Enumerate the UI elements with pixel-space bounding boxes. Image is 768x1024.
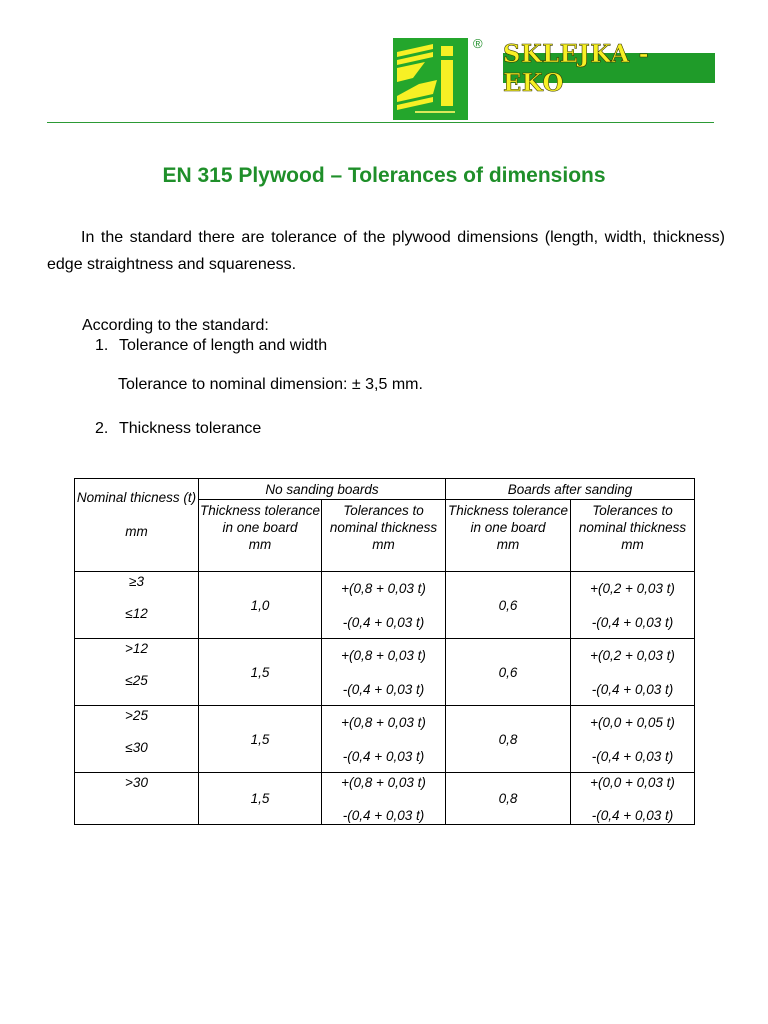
as-one-board-cell: 0,8 [446, 706, 571, 773]
table-row [75, 773, 695, 825]
range-lower: >25 [125, 708, 148, 723]
no-sanding-group-header: No sanding boards [199, 479, 446, 500]
table-row [75, 572, 695, 639]
header-unit: mm [496, 537, 520, 552]
nominal-thickness-unit: mm [125, 524, 148, 539]
brand-name-banner [503, 39, 715, 97]
minus-tolerance: -(0,4 + 0,03 t) [591, 614, 674, 630]
ns-tolerance-cell [322, 773, 446, 825]
table-header-row [75, 479, 695, 500]
as-tolerance-header [571, 500, 695, 572]
range-upper: ≤12 [125, 606, 148, 621]
list-item-number: 2. [95, 420, 109, 437]
as-one-board-cell: 0,8 [446, 773, 571, 825]
header-unit: mm [248, 537, 272, 552]
brand-name: SKLEJKA - EKO [503, 39, 650, 97]
as-tolerance-cell [571, 639, 695, 706]
header-text: Tolerances to nominal thickness [578, 503, 687, 535]
ns-thickness-header [199, 500, 322, 572]
plus-tolerance: +(0,2 + 0,03 t) [590, 580, 675, 596]
minus-tolerance: -(0,4 + 0,03 t) [342, 748, 425, 764]
minus-tolerance: -(0,4 + 0,03 t) [342, 614, 425, 630]
nominal-range-cell [75, 639, 199, 706]
ns-tolerance-cell [322, 572, 446, 639]
list-item-number: 1. [95, 337, 109, 354]
header-text: Thickness tolerance in one board [199, 503, 321, 535]
as-thickness-header [446, 500, 571, 572]
document-title: EN 315 Plywood – Tolerances of dimensions [162, 164, 606, 187]
as-one-board-cell: 0,6 [446, 639, 571, 706]
list-item [95, 420, 261, 438]
header-text: Tolerances to nominal thickness [329, 503, 438, 535]
lead-line: According to the standard: [82, 317, 269, 334]
ns-one-board-cell: 1,5 [199, 706, 322, 773]
ns-tolerance-cell [322, 706, 446, 773]
minus-tolerance: -(0,4 + 0,03 t) [342, 807, 425, 823]
table-row [75, 639, 695, 706]
logo-emblem [393, 38, 468, 120]
logo-graphic [393, 38, 468, 120]
plus-tolerance: +(0,8 + 0,03 t) [341, 580, 426, 596]
nominal-range-cell [75, 572, 199, 639]
minus-tolerance: -(0,4 + 0,03 t) [591, 748, 674, 764]
nominal-range-cell [75, 773, 199, 825]
ns-tolerance-cell [322, 639, 446, 706]
header-unit: mm [621, 537, 644, 552]
list-item [95, 337, 327, 355]
as-tolerance-cell [571, 572, 695, 639]
ns-one-board-cell: 1,5 [199, 639, 322, 706]
plus-tolerance: +(0,0 + 0,05 t) [590, 714, 675, 730]
plus-tolerance: +(0,2 + 0,03 t) [590, 647, 675, 663]
after-sanding-group-header: Boards after sanding [446, 479, 695, 500]
ns-one-board-cell: 1,5 [199, 773, 322, 825]
ns-tolerance-header [322, 500, 446, 572]
ns-one-board-cell: 1,0 [199, 572, 322, 639]
as-tolerance-cell [571, 706, 695, 773]
plus-tolerance: +(0,8 + 0,03 t) [341, 647, 426, 663]
nominal-thickness-label: Nominal thicness (t) [76, 490, 197, 505]
minus-tolerance: -(0,4 + 0,03 t) [591, 681, 674, 697]
thickness-tolerance-table [74, 478, 695, 825]
nominal-thickness-header [75, 479, 199, 572]
length-width-tolerance: Tolerance to nominal dimension: ± 3,5 mm. [118, 376, 423, 393]
header-unit: mm [372, 537, 395, 552]
minus-tolerance: -(0,4 + 0,03 t) [342, 681, 425, 697]
plus-tolerance: +(0,0 + 0,03 t) [590, 774, 675, 790]
range-upper: ≤25 [125, 673, 148, 688]
range-lower: ≥3 [129, 574, 144, 589]
registered-mark: ® [473, 36, 483, 51]
header-text: Thickness tolerance in one board [447, 503, 569, 535]
table-row [75, 706, 695, 773]
range-lower: >12 [125, 641, 148, 656]
as-tolerance-cell [571, 773, 695, 825]
plus-tolerance: +(0,8 + 0,03 t) [341, 714, 426, 730]
intro-paragraph [47, 224, 725, 278]
intro-text: In the standard there are tolerance of the plywood dimensions (length, width, thickness) edge straightness and squareness. [47, 229, 725, 273]
list-item-text: Thickness tolerance [119, 420, 262, 437]
header-divider [47, 122, 714, 123]
plus-tolerance: +(0,8 + 0,03 t) [341, 774, 426, 790]
range-upper: ≤30 [125, 740, 148, 755]
as-one-board-cell: 0,6 [446, 572, 571, 639]
minus-tolerance: -(0,4 + 0,03 t) [591, 807, 674, 823]
nominal-range-cell [75, 706, 199, 773]
range-lower: >30 [125, 775, 148, 790]
list-item-text: Tolerance of length and width [119, 337, 328, 354]
